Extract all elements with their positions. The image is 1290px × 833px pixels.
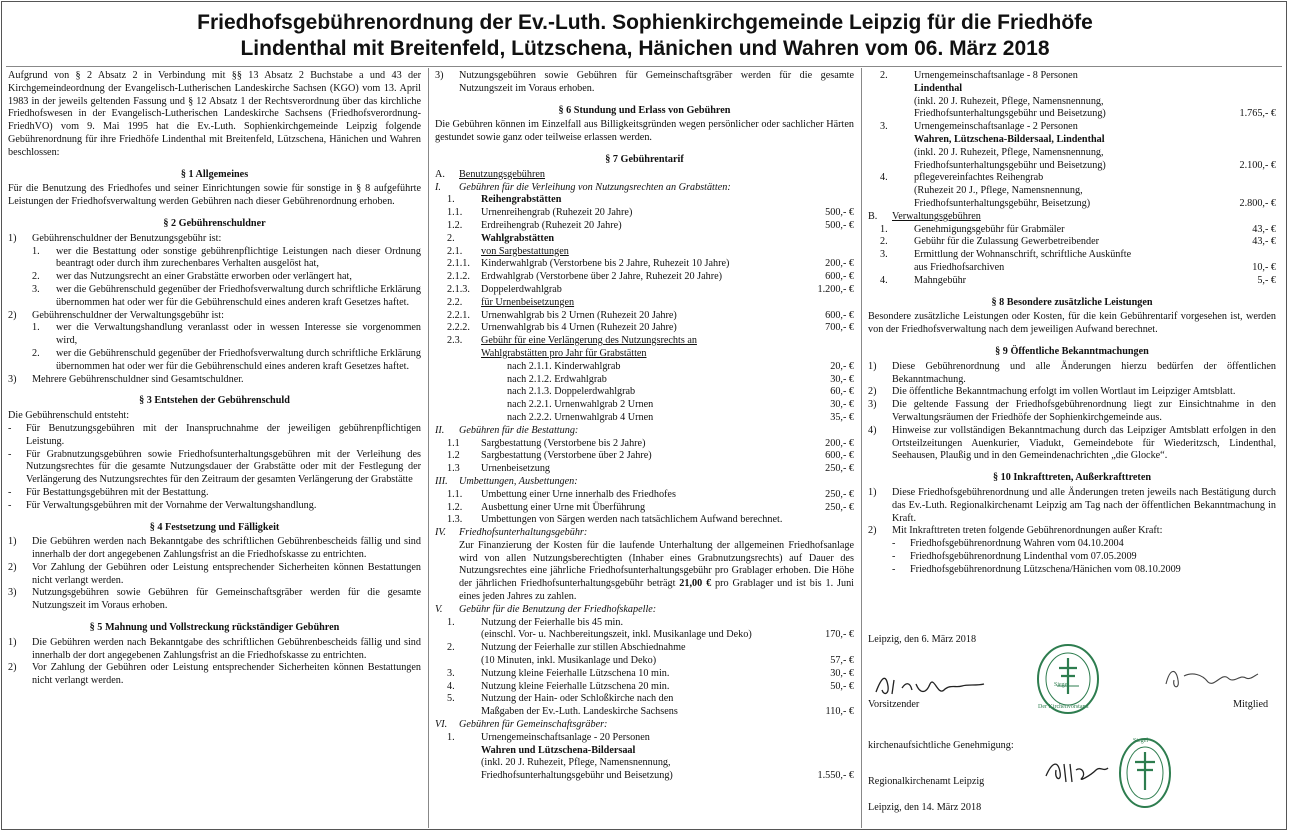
section-7-heading: § 7 Gebührentarif bbox=[605, 153, 684, 165]
tariff-row: Wahlgrabstätten pro Jahr für Grabstätten bbox=[481, 347, 647, 359]
list-item: 3. wer die Gebührenschuld gegenüber der Friedhofsverwaltung durch schriftliche Erklärung übernommen hat oder wer für die Gebührenschuld eines anderen kraft Gesetzes haftet. bbox=[32, 283, 421, 308]
column-3 bbox=[868, 70, 1276, 576]
member-signature bbox=[1162, 662, 1262, 694]
tariff-group-a: A. Benutzungsgebühren bbox=[435, 168, 546, 180]
tariff-row: 4. Nutzung kleine Feierhalle Lützschena 20 min. 50,- € bbox=[447, 680, 854, 692]
list-item: 2) Die öffentliche Bekanntmachung erfolgt im vollen Wortlaut im Leipziger Amtsblatt. bbox=[868, 386, 1236, 398]
tariff-row: 1. Genehmigungsgebühr für Grabmäler 43,- € bbox=[880, 223, 1276, 235]
tariff-table-burial bbox=[435, 438, 854, 476]
tariff-row: 2.1.3. Doppelerdwahlgrab 1.200,- € bbox=[447, 283, 854, 295]
tariff-row-simple-grave: 4. pflegevereinfachtes Reihengrab (Ruhezeit 20 J., Pflege, Namensnennung, Friedhofsunterhaltungsgebühr, Beisetzung) 2.800,- € bbox=[880, 172, 1276, 209]
tariff-row: nach 2.2.2. Urnenwahlgrab 4 Urnen 35,- € bbox=[507, 411, 854, 423]
section-4-heading: § 4 Festsetzung und Fälligkeit bbox=[149, 521, 280, 533]
tariff-row: 1.1. Umbettung einer Urne innerhalb des Friedhofes 250,- € bbox=[447, 488, 854, 500]
section-3-intro: Die Gebührenschuld entsteht: bbox=[8, 410, 130, 422]
tariff-row: 1. Nutzung der Feierhalle bis 45 min. (einschl. Vor- u. Nachbereitungszeit, inkl. Musikanlage und Deko) 170,- € bbox=[447, 616, 854, 641]
section-6-text: Die Gebühren können im Einzelfall aus Billigkeitsgründen wegen persönlicher oder sachlicher Härten gestundet sowie ganz oder teilweise erlassen werden. bbox=[435, 119, 854, 144]
section-6-heading: § 6 Stundung und Erlass von Gebühren bbox=[558, 104, 731, 116]
place-date-2: Leipzig, den 14. März 2018 bbox=[868, 802, 982, 813]
tariff-row: 2.2.2. Urnenwahlgrab bis 4 Urnen (Ruhezeit 20 Jahre) 700,- € bbox=[447, 322, 854, 334]
column-2 bbox=[435, 70, 854, 783]
title-line-2: Lindenthal mit Breitenfeld, Lützschena, Hänichen und Wahren vom 06. März 2018 bbox=[240, 37, 1050, 60]
tariff-row: 1.3. Umbettungen von Särgen werden nach tatsächlichem Aufwand berechnet. bbox=[447, 514, 783, 526]
tariff-row-reminder-fee: 4. Mahngebühr 5,- € bbox=[880, 274, 1276, 286]
tariff-row: nach 2.1.3. Doppelerdwahlgrab 60,- € bbox=[507, 386, 854, 398]
section-2-heading: § 2 Gebührenschuldner bbox=[163, 217, 266, 229]
document-page bbox=[1, 1, 1287, 830]
column-divider bbox=[861, 68, 862, 828]
seal-regional-office-icon bbox=[1117, 736, 1173, 810]
signature-label-chairman: Vorsitzender bbox=[868, 699, 920, 710]
tariff-table-admin bbox=[868, 224, 1276, 250]
authority-label: Regionalkirchenamt Leipzig bbox=[868, 776, 985, 787]
tariff-row: 5. Nutzung der Hain- oder Schloßkirche nach den Maßgaben der Ev.-Luth. Landeskirche Sachsens 110,- € bbox=[447, 693, 854, 718]
list-item: 3) Mehrere Gebührenschuldner sind Gesamtschuldner. bbox=[8, 373, 244, 385]
tariff-subgroup-iii: III. Umbettungen, Ausbettungen: bbox=[435, 475, 578, 487]
section-5-heading: § 5 Mahnung und Vollstreckung rückständiger Gebühren bbox=[89, 622, 340, 634]
section-8-text: Besondere zusätzliche Leistungen oder Kosten, für die kein Gebührentarif vorgesehen ist, werden von der Friedhofsverwaltung nach dem jeweiligen Aufwand berechnet. bbox=[868, 311, 1276, 336]
list-item: 2) Vor Zahlung der Gebühren oder Leistung entsprechender Sicherheiten können Bestattungen nicht verlangt werden. bbox=[8, 561, 421, 586]
tariff-row: 2. Gebühr für die Zulassung Gewerbetreibender 43,- € bbox=[880, 236, 1276, 248]
list-item: - Für Verwaltungsgebühren mit der Vornahme der Verwaltungshandlung. bbox=[8, 499, 317, 511]
title-line-1: Friedhofsgebührenordnung der Ev.-Luth. Sophienkirchgemeinde Leipzig für die Friedhöfe bbox=[197, 11, 1093, 34]
tariff-group-b: B. Verwaltungsgebühren bbox=[868, 210, 981, 222]
list-item: - Für Grabnutzungsgebühren sowie Friedhofsunterhaltungsgebühren mit der Verleihung des Nutzungsrechtes für die gesamte Nutzungsdauer der Grabstätte oder mit der Festlegung der Verlängerung des Nutzungsrechtes für den Zeitraum der gesamten Verlängerung der Grabstätte bbox=[8, 448, 421, 486]
maintenance-fee-text: Zur Finanzierung der Kosten für die laufende Unterhaltung der allgemeinen Friedhofsanlage wird von allen Nutzungsberechtigten (Inhaber eines Grabnutzungsrechts) auf Dauer des Nutzungsrechtes eine jährliche Friedhofsunterhaltungsgebühr pro Grablager erhoben. Die Höhe der jährlichen Friedhofsunterhaltungsgebühr beträgt 21,00 € pro Grablager und ist bis 1. Juni eines jeden Jahres zu zahlen. bbox=[459, 539, 854, 603]
list-item: 2) Mit Inkrafttreten treten folgende Gebührenordnungen außer Kraft: bbox=[868, 525, 1163, 537]
tariff-row: 1.1 Sargbestattung (Verstorbene bis 2 Jahre) 200,- € bbox=[447, 437, 854, 449]
tariff-row: 2.2. für Urnenbeisetzungen bbox=[447, 296, 575, 308]
tariff-row: 1.3 Urnenbeisetzung 250,- € bbox=[447, 463, 854, 475]
preamble: Aufgrund von § 2 Absatz 2 in Verbindung mit §§ 13 Absatz 2 Buchstabe a und 43 der Kirchgemeindeordnung der Evangelisch-Lutherischen Landeskirche Sachsen (KGO) vom 13. April 1983 in der jeweils geltenden Fassung und § 12 Absatz 1 der Rechtsverordnung über das kirchliche Friedhofswesen in der Evangelisch-Lutherischen Landeskirche Sachsens (Friedhofsverordnung-FriedhVO) vom 9. Mai 1995 hat die Ev.-Luth. Sophienkirchgemeinde Leipzig folgende Gebührenordnung für ihre Friedhöfe Lindenthal mit Breitenfeld, Lützschena, Hänichen und Wahren beschlossen: bbox=[8, 70, 421, 158]
tariff-row: 3. Nutzung kleine Feierhalle Lützschena 10 min. 30,- € bbox=[447, 667, 854, 679]
column-1 bbox=[8, 70, 421, 688]
tariff-row: 2. Nutzung der Feierhalle zur stillen Abschiednahme (10 Minuten, inkl. Musikanlage und Deko) 57,- € bbox=[447, 642, 854, 667]
tariff-table-chapel bbox=[435, 617, 854, 719]
place-date-1: Leipzig, den 6. März 2018 bbox=[868, 634, 977, 645]
section-1-text: Für die Benutzung des Friedhofes und seiner Einrichtungen sowie für sonstige in § 8 aufgeführte Leistungen der Friedhofsverwaltung werden Gebühren nach dieser Gebührenordnung erhoben. bbox=[8, 183, 421, 208]
seal-1-caption: Der Kirchenvorstand bbox=[1038, 704, 1089, 710]
tariff-subgroup-v: V. Gebühr für die Benutzung der Friedhofskapelle: bbox=[435, 603, 657, 615]
list-item: - Friedhofsgebührenordnung Lindenthal vom 07.05.2009 bbox=[892, 550, 1137, 562]
list-item: 2. wer das Nutzungsrecht an einer Grabstätte erworben oder verlängert hat, bbox=[32, 271, 352, 283]
list-item: 1. wer die Verwaltungshandlung veranlasst oder in wessen Interesse sie vorgenommen wird, bbox=[32, 322, 421, 347]
list-item: 3) Die geltende Fassung der Friedhofsgebührenordnung liegt zur Einsichtnahme in den Verwaltungsräumen der Friedhöfe der Sophienkirchgemeinde aus. bbox=[868, 399, 1276, 423]
tariff-row: 2.2.1. Urnenwahlgrab bis 2 Urnen (Ruhezeit 20 Jahre) 600,- € bbox=[447, 309, 854, 321]
tariff-row: 2. Wahlgrabstätten bbox=[447, 232, 555, 244]
tariff-row: 1.2 Sargbestattung (Verstorbene über 2 Jahre) 600,- € bbox=[447, 450, 854, 462]
signature-label-member: Mitglied bbox=[1233, 699, 1269, 710]
tariff-row: nach 2.1.1. Kinderwahlgrab 20,- € bbox=[507, 360, 854, 372]
section-9-heading: § 9 Öffentliche Bekanntmachungen bbox=[995, 345, 1149, 357]
tariff-subgroup-ii: II. Gebühren für die Bestattung: bbox=[435, 424, 579, 436]
section-3-heading: § 3 Entstehen der Gebührenschuld bbox=[139, 395, 290, 407]
tariff-subgroup-i: I. Gebühren für die Verleihung von Nutzungsrechten an Grabstätten: bbox=[435, 181, 731, 193]
list-item: - Für Bestattungsgebühren mit der Bestattung. bbox=[8, 486, 209, 498]
tariff-row: 2.1. von Sargbestattungen bbox=[447, 245, 569, 257]
tariff-row: 2.1.1. Kinderwahlgrab (Verstorbene bis 2 Jahre, Ruhezeit 10 Jahre) 200,- € bbox=[447, 258, 854, 270]
list-item: 1) Diese Friedhofsgebührenordnung und alle Änderungen treten jeweils nach Bestätigung durch das Ev.-Luth. Regionalkirchenamt Leipzig am Tag nach der öffentlichen Bekanntmachung in Kraft. bbox=[868, 486, 1276, 524]
section-10-heading: § 10 Inkrafttreten, Außerkrafttreten bbox=[992, 472, 1152, 484]
tariff-row: 1.2. Ausbettung einer Urne mit Überführung 250,- € bbox=[447, 501, 854, 513]
tariff-table-extension bbox=[435, 361, 854, 425]
column-divider bbox=[428, 68, 429, 828]
tariff-row: nach 2.1.2. Erdwahlgrab 30,- € bbox=[507, 373, 854, 385]
tariff-row-community-grave-2: 2. Urnengemeinschaftsanlage - 8 Personen Lindenthal (inkl. 20 J. Ruhezeit, Pflege, Namensnennung, Friedhofsunterhaltungsgebühr und Beisetzung) 1.765,- € bbox=[880, 70, 1276, 120]
tariff-row: 1.2. Erdreihengrab (Ruhezeit 20 Jahre) 500,- € bbox=[447, 219, 854, 231]
list-item: - Friedhofsgebührenordnung Lützschena/Hänichen vom 08.10.2009 bbox=[892, 563, 1181, 575]
section-8-heading: § 8 Besondere zusätzliche Leistungen bbox=[991, 296, 1153, 308]
list-item: 1) Gebührenschuldner der Benutzungsgebühr ist: bbox=[8, 232, 222, 244]
title-divider bbox=[6, 66, 1282, 67]
list-item: 1) Die Gebühren werden nach Bekanntgabe des schriftlichen Gebührenbescheids fällig und sind innerhalb der dort angegebenen Zahlungsfrist an die Friedhofskasse zu entrichten. bbox=[8, 536, 421, 561]
list-item: 3) Nutzungsgebühren sowie Gebühren für Gemeinschaftsgräber werden für die gesamte Nutzungszeit im Voraus erhoben. bbox=[8, 587, 421, 612]
tariff-row: 1.1. Urnenreihengrab (Ruhezeit 20 Jahre) 500,- € bbox=[447, 207, 854, 219]
document-title bbox=[2, 10, 1287, 62]
section-1-heading: § 1 Allgemeines bbox=[180, 168, 249, 180]
list-item: 1) Die Gebühren werden nach Bekanntgabe des schriftlichen Gebührenbescheids fällig und sind innerhalb der dort angegebenen Zahlungsfrist an die Friedhofskasse zu entrichten. bbox=[8, 636, 421, 661]
tariff-row-community-grave-3: 3. Urnengemeinschaftsanlage - 2 Personen Wahren, Lützschena-Bildersaal, Lindenthal (inkl. 20 J. Ruhezeit, Pflege, Namensnennung, Friedhofsunterhaltungsgebühr und Beisetzung) 2.100,- € bbox=[880, 121, 1276, 171]
tariff-table-grave-rights bbox=[435, 194, 854, 335]
tariff-row: 1. Reihengrabstätten bbox=[447, 194, 562, 206]
list-item: 1) Diese Gebührenordnung und alle Änderungen hierzu bedürfen der öffentlichen Bekanntmachung. bbox=[868, 360, 1276, 385]
chairman-signature bbox=[872, 666, 992, 702]
tariff-row: 2.1.2. Erdwahlgrab (Verstorbene über 2 Jahre, Ruhezeit 20 Jahre) 600,- € bbox=[447, 271, 854, 283]
list-item: 3) Nutzungsgebühren sowie Gebühren für Gemeinschaftsgräber werden für die gesamte Nutzungszeit im Voraus erhoben. bbox=[435, 70, 854, 94]
list-item: 4) Hinweise zur vollständigen Bekanntmachung durch das Leipziger Amtsblatt erfolgen in den Ortsteilzeitungen Auenkurier, Viadukt, Gemeindebote für Wiederitzsch, Lindenthal, Seehausen, Plaußig und in den Gemeindenachrichten „die Glocke“. bbox=[868, 424, 1276, 462]
tariff-table-reburial bbox=[435, 489, 854, 527]
tariff-row: nach 2.2.1. Urnenwahlgrab 2 Urnen 30,- € bbox=[507, 399, 854, 411]
tariff-subgroup-iv: IV. Friedhofsunterhaltungsgebühr: bbox=[435, 527, 588, 539]
tariff-row-community-grave-1: 1. Urnengemeinschaftsanlage - 20 Personen Wahren und Lützschena-Bildersaal (inkl. 20 J. Ruhezeit, Pflege, Namensnennung, Friedhofsunterhaltungsgebühr und Beisetzung) 1.550,- € bbox=[447, 731, 854, 782]
list-item: - Für Benutzungsgebühren mit der Inanspruchnahme der jeweiligen gebührenpflichtigen Leistung. bbox=[8, 422, 421, 447]
list-item: - Friedhofsgebührenordnung Wahren vom 04.10.2004 bbox=[892, 538, 1124, 550]
list-item: 2) Gebührenschuldner der Verwaltungsgebühr ist: bbox=[8, 309, 224, 321]
tariff-subgroup-vi: VI. Gebühren für Gemeinschaftsgräber: bbox=[435, 719, 608, 731]
seal-1-label: Siegel bbox=[1054, 682, 1069, 688]
seal-2-label: Siegel bbox=[1133, 738, 1148, 744]
list-item: 1. wer die Bestattung oder sonstige gebührenpflichtige Leistungen nach dieser Ordnung beantragt oder durch ihm zurechenbares Verhalten ausgelöst hat, bbox=[32, 245, 421, 270]
list-item: 2. wer die Gebührenschuld gegenüber der Friedhofsverwaltung durch schriftliche Erklärung übernommen hat oder wer für die Gebührenschuld eines anderen kraft Gesetzes haftet. bbox=[32, 347, 421, 372]
tariff-row: 2.3. Gebühr für eine Verlängerung des Nutzungsrechts an bbox=[447, 335, 697, 347]
approval-label: kirchenaufsichtliche Genehmigung: bbox=[868, 740, 1014, 751]
authority-signature bbox=[1042, 752, 1112, 788]
list-item: 2) Vor Zahlung der Gebühren oder Leistung entsprechender Sicherheiten können Bestattungen nicht verlangt werden. bbox=[8, 662, 421, 687]
tariff-row-address-inquiry: 3. Ermittlung der Wohnanschrift, schriftliche Auskünfte aus Friedhofsarchiven 10,- € bbox=[880, 249, 1276, 273]
